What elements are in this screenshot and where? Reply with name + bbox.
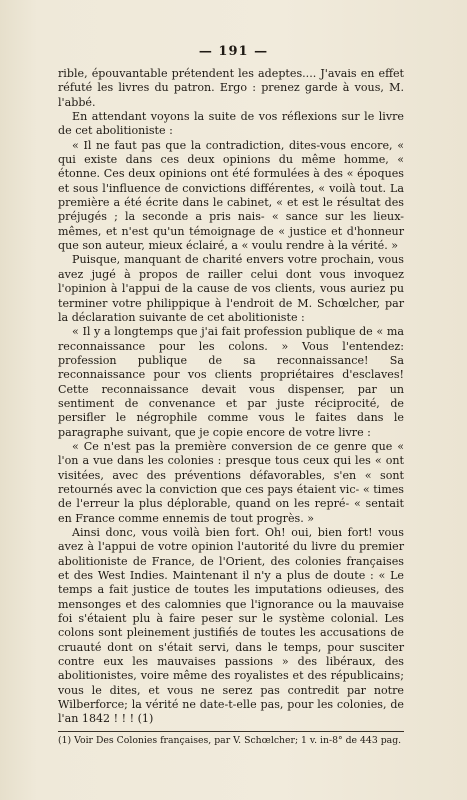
footnote: (1) Voir Des Colonies françaises, par V. Schœlcher; 1 v. in-8° de 443 pag. [58, 734, 402, 746]
footnote-divider [58, 731, 404, 732]
quoted-paragraph: « Ce n'est pas la première conversion de ce genre que « l'on a vue dans les colonies : presque tous ceux qui les « ont visitées, avec des préventions défavorables, s'en « sont retournés avec la conviction que ces pays étaient vic- « times de l'erreur la plus déplorable, quand on les repré- « sentait en France comme ennemis de tout progrès. » [58, 439, 404, 525]
paragraph: En attendant voyons la suite de vos réflexions sur le livre de cet abolitioniste : [58, 110, 404, 138]
quoted-paragraph: « Il ne faut pas que la contradiction, dites-vous encore, « qui existe dans ces deux opinions du même homme, « étonne. Ces deux opinions ont été formulées à des « époques et sous l'influence de convictions différentes, « voilà tout. La première a été écrite dans le cabinet, « et est le résultat des préjugés ; la seconde a pris nais- « sance sur les lieux-mêmes, et n'est qu'un témoignage de « justice et d'honneur que son auteur, mieux éclairé, a « voulu rendre à la vérité. » [58, 138, 404, 253]
paragraph: rible, épouvantable prétendent les adeptes.... J'avais en effet réfuté les livres du patron. Ergo : prenez garde à vous, M. l'abbé. [58, 67, 404, 109]
page-number: — 191 — [198, 44, 269, 59]
page-body [58, 67, 404, 747]
paragraph: « Il y a longtemps que j'ai fait profession publique de « ma reconnaissance pour les colons. » Vous l'entendez: profession publique de sa reconnaissance! Sa reconnaissance pour vos clients propriétaires d'esclaves! Cette reconnaissance devait vous dispenser, par un sentiment de convenance et par juste réciprocité, de persifler le négrophile comme vous le faites dans le paragraphe suivant, que je copie encore de votre livre : [58, 325, 404, 439]
paragraph: Ainsi donc, vous voilà bien fort. Oh! oui, bien fort! vous avez à l'appui de votre opinion l'autorité du livre du premier abolitioniste de France, de l'Orient, des colonies françaises et des West Indies. Maintenant il n'y a plus de doute : « Le temps a fait justice de toutes les imputations odieuses, des mensonges et des calomnies que l'ignorance ou la mauvaise foi s'étaient plu à faire peser sur le système colonial. Les colons sont pleinement justifiés de toutes les accusations de cruauté dont on s'était servi, dans le temps, pour susciter contre eux les mauvaises passions » des libéraux, des abolitionistes, voire même des royalistes et des républicains; vous le dites, et vous ne serez pas contredit par notre Wilberforce; la vérité ne date-t-elle pas, pour les colonies, de l'an 1842 ! ! ! (1) [58, 526, 404, 726]
paragraph: Puisque, manquant de charité envers votre prochain, vous avez jugé à propos de railler celui dont vous invoquez l'opinion à l'appui de la cause de vos clients, vous auriez pu terminer votre philippique à l'endroit de M. Schœlcher, par la déclaration suivante de cet abolitioniste : [58, 253, 404, 324]
